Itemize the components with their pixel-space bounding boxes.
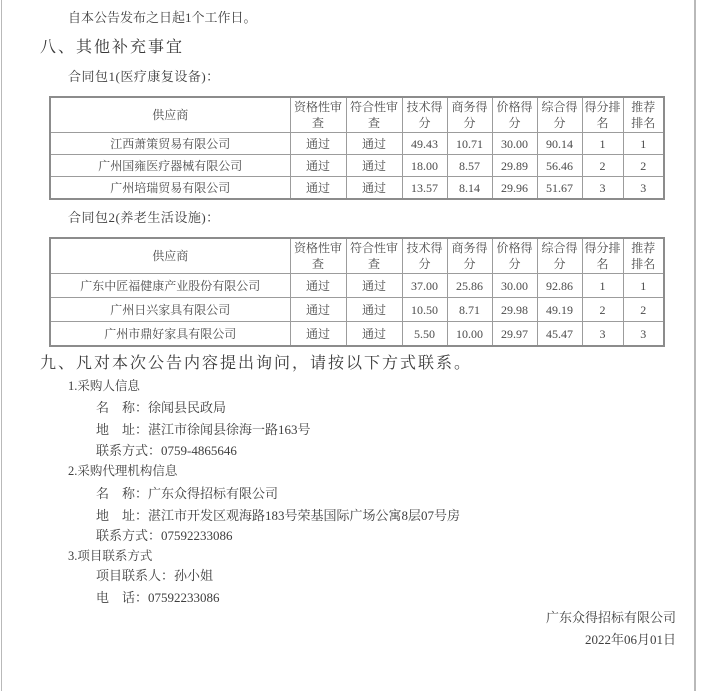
- table-row: [50, 274, 664, 298]
- business-score: 25.86: [447, 274, 492, 298]
- qualification-result: 通过: [290, 298, 346, 322]
- business-score: 8.14: [447, 177, 492, 200]
- col-header-supplier: 供应商: [50, 238, 290, 274]
- total-score: 51.67: [537, 177, 582, 200]
- table-header-row: [50, 238, 664, 274]
- business-score: 8.71: [447, 298, 492, 322]
- conformity-result: 通过: [346, 155, 402, 177]
- score-rank: 3: [582, 322, 623, 347]
- technical-score: 10.50: [402, 298, 447, 322]
- technical-score: 37.00: [402, 274, 447, 298]
- col-header-business-score: 商务得分: [447, 238, 492, 274]
- col-header-total-score: 综合得分: [537, 97, 582, 133]
- col-header-score-rank: 得分排名: [582, 238, 623, 274]
- qualification-result: 通过: [290, 155, 346, 177]
- qualification-result: 通过: [290, 177, 346, 200]
- package1-score-table: [49, 96, 665, 200]
- table-row: [50, 298, 664, 322]
- recommend-rank: 2: [623, 298, 664, 322]
- score-rank: 1: [582, 133, 623, 155]
- project-contact-phone: 电 话：07592233086: [96, 590, 220, 605]
- price-score: 29.96: [492, 177, 537, 200]
- table-row: [50, 155, 664, 177]
- supplier-name: 广州国雍医疗器械有限公司: [50, 155, 290, 177]
- table-row: [50, 177, 664, 200]
- technical-score: 5.50: [402, 322, 447, 347]
- agency-name: 名 称：广东众得招标有限公司: [96, 486, 279, 501]
- purchaser-address: 地 址：湛江市徐闻县徐海一路163号: [96, 422, 311, 437]
- business-score: 10.00: [447, 322, 492, 347]
- col-header-score-rank: 得分排名: [582, 97, 623, 133]
- price-score: 29.97: [492, 322, 537, 347]
- conformity-result: 通过: [346, 133, 402, 155]
- conformity-result: 通过: [346, 322, 402, 347]
- footer-company: 广东众得招标有限公司: [545, 610, 676, 625]
- supplier-name: 广州日兴家具有限公司: [50, 298, 290, 322]
- total-score: 56.46: [537, 155, 582, 177]
- col-header-price-score: 价格得分: [492, 97, 537, 133]
- agency-address: 地 址：湛江市开发区观海路183号荣基国际广场公寓8层07号房: [96, 508, 461, 523]
- score-rank: 3: [582, 177, 623, 200]
- agency-contact: 联系方式：07592233086: [96, 528, 233, 543]
- col-header-business-score: 商务得分: [447, 97, 492, 133]
- score-rank: 2: [582, 298, 623, 322]
- col-header-recommend-rank: 推荐排名: [623, 238, 664, 274]
- price-score: 29.89: [492, 155, 537, 177]
- price-score: 30.00: [492, 274, 537, 298]
- col-header-conformity-review: 符合性审查: [346, 97, 402, 133]
- score-rank: 2: [582, 155, 623, 177]
- conformity-result: 通过: [346, 274, 402, 298]
- section9-heading: 九、凡对本次公告内容提出询问，请按以下方式联系。: [40, 355, 473, 372]
- col-header-supplier: 供应商: [50, 97, 290, 133]
- recommend-rank: 1: [623, 133, 664, 155]
- recommend-rank: 3: [623, 177, 664, 200]
- project-contact-heading: 3.项目联系方式: [68, 549, 153, 563]
- technical-score: 13.57: [402, 177, 447, 200]
- col-header-technical-score: 技术得分: [402, 97, 447, 133]
- table-row: [50, 133, 664, 155]
- purchaser-name: 名 称：徐闻县民政局: [96, 400, 227, 415]
- qualification-result: 通过: [290, 274, 346, 298]
- recommend-rank: 3: [623, 322, 664, 347]
- table-row: [50, 322, 664, 347]
- supplier-name: 广州市鼎好家具有限公司: [50, 322, 290, 347]
- col-header-recommend-rank: 推荐排名: [623, 97, 664, 133]
- purchaser-contact: 联系方式：0759-4865646: [96, 443, 237, 458]
- table-header-row: [50, 97, 664, 133]
- price-score: 29.98: [492, 298, 537, 322]
- col-header-qualification-review: 资格性审查: [290, 238, 346, 274]
- supplier-name: 广州培瑞贸易有限公司: [50, 177, 290, 200]
- technical-score: 49.43: [402, 133, 447, 155]
- package1-label: 合同包1(医疗康复设备)：: [68, 69, 220, 84]
- conformity-result: 通过: [346, 177, 402, 200]
- col-header-conformity-review: 符合性审查: [346, 238, 402, 274]
- col-header-technical-score: 技术得分: [402, 238, 447, 274]
- col-header-price-score: 价格得分: [492, 238, 537, 274]
- purchaser-info-heading: 1.采购人信息: [68, 379, 140, 393]
- package2-label: 合同包2(养老生活设施)：: [68, 210, 220, 225]
- page-right-border: [694, 0, 696, 691]
- total-score: 49.19: [537, 298, 582, 322]
- business-score: 10.71: [447, 133, 492, 155]
- footer-date: 2022年06月01日: [584, 632, 676, 647]
- conformity-result: 通过: [346, 298, 402, 322]
- col-header-qualification-review: 资格性审查: [290, 97, 346, 133]
- total-score: 90.14: [537, 133, 582, 155]
- page-left-border: [1, 0, 2, 691]
- qualification-result: 通过: [290, 322, 346, 347]
- supplier-name: 江西萧策贸易有限公司: [50, 133, 290, 155]
- total-score: 92.86: [537, 274, 582, 298]
- recommend-rank: 2: [623, 155, 664, 177]
- total-score: 45.47: [537, 322, 582, 347]
- project-contact-person: 项目联系人：孙小姐: [96, 568, 214, 583]
- price-score: 30.00: [492, 133, 537, 155]
- qualification-result: 通过: [290, 133, 346, 155]
- section8-heading: 八、其他补充事宜: [40, 39, 185, 56]
- business-score: 8.57: [447, 155, 492, 177]
- technical-score: 18.00: [402, 155, 447, 177]
- supplier-name: 广东中匠福健康产业股份有限公司: [50, 274, 290, 298]
- col-header-total-score: 综合得分: [537, 238, 582, 274]
- score-rank: 1: [582, 274, 623, 298]
- recommend-rank: 1: [623, 274, 664, 298]
- intro-text: 自本公告发布之日起1个工作日。: [68, 10, 257, 25]
- agency-info-heading: 2.采购代理机构信息: [68, 464, 178, 478]
- package2-score-table: [49, 237, 665, 347]
